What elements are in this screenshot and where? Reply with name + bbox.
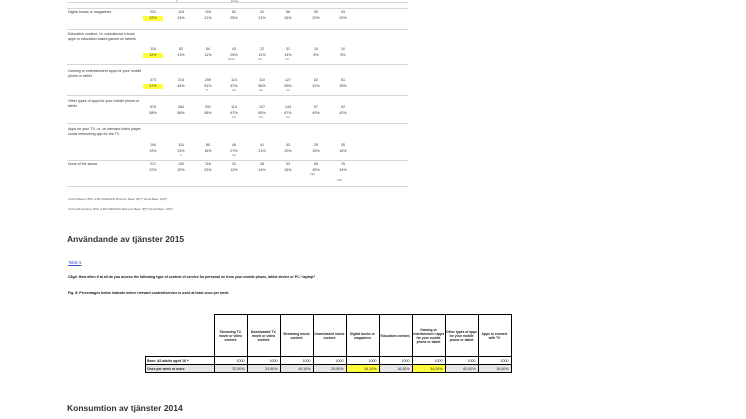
count-cell: 43 [341,10,345,14]
pct-cell: 58% [204,111,212,115]
pct-cell: 16% [204,149,212,153]
pct-cell: 21% [258,16,266,20]
pct-cell: 11% [204,53,212,57]
count-cell: 114 [231,78,237,82]
section-heading-2015: Användande av tjänster 2015 [67,234,185,244]
table-link[interactable]: Table 5 [68,260,82,265]
pct-cell: 58% [177,111,185,115]
pct-cell: 51% [204,84,212,88]
column-header: Downloaded music content [313,315,346,357]
pct-cell: 20% [177,168,185,172]
count-cell: 144 [285,105,291,109]
count-cell: 104 [205,10,211,14]
usage-summary-table [145,314,512,373]
pct-cell: 58% [149,111,157,115]
sig-letter: GH [286,116,290,119]
pct-cell: 15% [312,149,320,153]
row-label: Digital books or magazines [68,10,112,14]
pct-cell: 42% [339,111,347,115]
count-cell: 110 [259,78,265,82]
pct-cell: 67% [230,111,238,115]
pct-cell: 24,90% [247,365,280,373]
row-label: Gaming or entertainment apps for your mobile phone or tablet [68,69,142,78]
sig-letter: C [180,154,182,157]
section-heading-2014: Konsumtion av tjänster 2014 [67,403,183,413]
base-cell: 1000 [280,357,313,365]
table-divider [67,123,408,124]
count-cell: 62 [179,47,183,51]
column-header: Digital books or magazines [346,315,379,357]
pct-cell: 23% [177,149,185,153]
sig-letter: DEF [310,173,316,176]
row-label: Education content, i.e. educational e-book apps or education based games on tablets [68,32,136,41]
pct-cell: 67% [230,84,238,88]
table-divider [67,29,408,30]
column-means-note: ColumnMeans (5%): A,B/C,D/E/F/G/H Minimum Base: 30(**) Small Base: 100(*) [68,197,168,201]
count-cell: 100 [178,162,184,166]
row-header-corner [146,315,215,357]
count-cell: 56 [286,10,290,14]
count-cell: 41 [260,143,264,147]
column-header: Downloaded TV, movie or video content [247,315,280,357]
pct-cell: 28% [339,84,347,88]
pct-cell: 30% [312,168,320,172]
base-cell: 1000 [214,357,247,365]
pct-cell-highlighted: 34,10% [346,365,379,373]
base-cell: 1000 [346,357,379,365]
pct-cell: 11% [258,53,266,57]
count-cell: 61 [341,78,345,82]
table-divider [67,95,408,96]
column-proportions-note: ColumnProportions (5%): A,B/C,D/E/F/G/H Minimum Base: 30(**) Small Base: 100(*) [68,207,174,211]
base-cell: 1000 [379,357,412,365]
base-cell: 1000 [445,357,478,365]
pct-cell: 20% [284,149,292,153]
pct-cell: 25% [230,16,238,20]
count-cell: 291 [205,105,211,109]
pct-cell: 22% [149,168,157,172]
sig-letter: GH [285,58,289,61]
pct-cell: 16,40% [379,365,412,373]
pct-cell: 20% [312,16,320,20]
pct-cell: 15% [284,168,292,172]
pct-cell: 19% [149,149,157,153]
sig-letter: GH [259,89,263,92]
count-cell: 284 [178,105,184,109]
table-divider [67,64,408,65]
count-cell: 259 [205,78,211,82]
sig-letter: GH [259,116,263,119]
pct-cell: 21% [204,16,212,20]
count-cell: 114 [231,105,237,109]
column-header: Streaming TV, movie or video content [214,315,247,357]
pct-cell: 5% [340,53,346,57]
pct-cell: 20% [339,16,347,20]
row-label: Base: All adults aged 16 + [146,357,215,365]
column-header: Other types of apps for your mobile phone or tablet [445,315,478,357]
sig-letter: C [176,0,178,3]
count-cell: 127 [285,78,291,82]
sig-letter: GH [232,89,236,92]
pct-cell: 13% [177,53,185,57]
table-row [146,365,512,373]
count-cell: 31 [286,47,290,51]
pct-cell: 24% [177,16,185,20]
column-header: Education content, [379,315,412,357]
pct-cell: 25% [230,53,238,57]
count-cell: 127 [259,105,265,109]
pct-cell: 31% [312,84,320,88]
sig-letter: GH [232,116,236,119]
count-cell: 43 [286,143,290,147]
pct-cell: 25,50% [313,365,346,373]
pct-cell: 12% [230,168,238,172]
pct-cell: 32,50% [214,365,247,373]
count-cell: 43 [232,47,236,51]
count-cell: 217 [150,162,156,166]
pct-cell: 21% [258,149,266,153]
pct-cell: 26% [284,16,292,20]
pct-cell: 5% [313,53,319,57]
pct-cell: 14% [258,168,266,172]
count-cell: 22 [260,47,264,51]
base-cell: 1000 [313,357,346,365]
pct-cell: 67% [284,111,292,115]
count-cell: 28 [260,162,264,166]
table-divider [67,8,408,9]
count-cell: 62 [314,78,318,82]
count-cell: 29 [314,143,318,147]
count-cell: 46 [232,143,236,147]
count-cell: 20 [232,162,236,166]
base-cell: 1000 [247,357,280,365]
pct-cell: 65% [258,111,266,115]
pct-cell-highlighted: 34,20% [412,365,445,373]
count-cell: 39 [314,10,318,14]
row-label: None of the above [68,162,98,166]
count-cell: 10 [341,47,345,51]
table-divider [67,160,408,161]
base-cell: 1000 [412,357,445,365]
column-header: Apps to connect with TV [478,315,511,357]
count-cell: 41 [260,10,264,14]
table-header-row [146,315,512,357]
column-header: Gaming or entertainmen t apps for your mobile phone or tablet [412,315,445,357]
sig-letter: EFGH [228,58,236,61]
count-cell: 60 [314,162,318,166]
count-cell: 576 [150,105,156,109]
base-cell: 1000 [478,357,511,365]
count-cell: 35 [341,143,345,147]
pct-cell: 49,10% [280,365,313,373]
pct-cell: 23% [204,168,212,172]
count-cell: 118 [178,10,184,14]
count-cell: 116 [205,162,211,166]
count-cell: 114 [178,143,184,147]
count-cell: 92 [341,105,345,109]
pct-cell: 18,40% [478,365,511,373]
count-cell: 116 [150,47,156,51]
count-cell: 194 [150,143,156,147]
count-cell: 54 [206,47,210,51]
sig-letter: GH [232,154,236,157]
pct-cell: 49% [312,111,320,115]
count-cell: 33 [286,162,290,166]
count-cell: 76 [341,162,345,166]
pct-cell: 62,00% [445,365,478,373]
pct-cell-highlighted: 47% [143,84,163,89]
row-label: Other types of apps for your mobile phone or tablet [68,99,140,108]
count-cell: 97 [314,105,318,109]
pct-cell: 56% [258,84,266,88]
count-cell: 80 [206,143,210,147]
count-cell: 10 [314,47,318,51]
column-header: Streaming music content [280,315,313,357]
sig-letter: B [206,89,208,92]
pct-cell: 44% [177,84,185,88]
count-cell: 214 [178,78,184,82]
figure-note: Fig. 8: Percentages below indicate where relevant content/service is used at least once per week [68,291,229,295]
pct-cell: 16% [339,149,347,153]
sig-letter: GH [286,89,290,92]
pct-cell-highlighted: 12% [143,53,163,58]
pct-cell: 14% [284,53,292,57]
count-cell: 62 [232,10,236,14]
pct-cell: 59% [284,84,292,88]
row-label: Once per week or more [146,365,215,373]
question-text: C8g4: How often if at all do you access the following type of content of service for personal on from your mobile phone, tablet device or PC / laptop? [68,275,316,279]
count-cell: 222 [150,10,156,14]
sig-letter: GH [258,58,262,61]
count-cell: 473 [150,78,156,82]
table-divider [67,186,408,187]
pct-cell: 27% [230,149,238,153]
pct-cell: 34% [339,168,347,172]
sig-letter: DEF [337,179,343,182]
pct-cell-highlighted: 22% [143,16,163,21]
table-row [146,357,512,365]
sig-letter: EFGH [231,0,239,3]
row-label: Apps for your TV, i.e. on demand video player, social networking app for the TV [68,127,142,136]
